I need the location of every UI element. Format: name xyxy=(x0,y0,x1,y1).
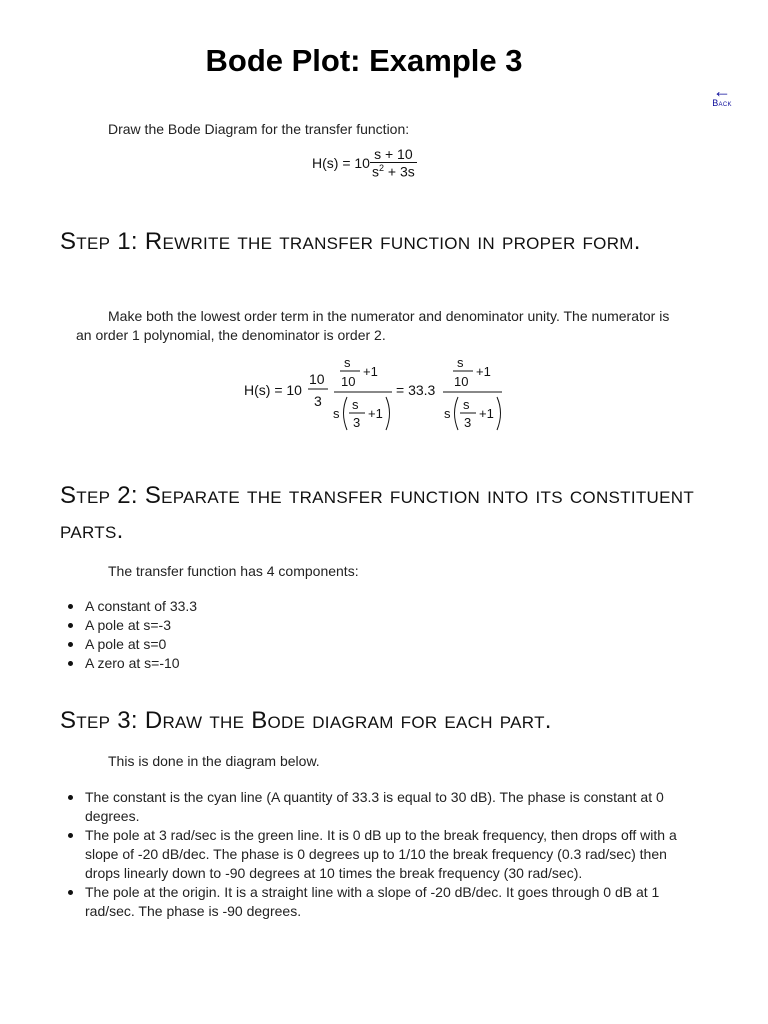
denominator-s: s xyxy=(371,163,379,180)
eq1-right-paren xyxy=(386,397,390,430)
step3-text: This is done in the diagram below. xyxy=(108,753,320,769)
list-item: The pole at 3 rad/sec is the green line. It is 0 dB up to the break frequency, then drops off with a slope of -20 dB/dec. The phase is 0 degrees up to 1/10 the break frequency (0.3 rad/sec) then drops linearly down to -90 degrees at 10 times the break frequency (30 rad/sec). xyxy=(85,826,685,883)
eq1-den-s: s xyxy=(333,406,340,421)
eq1-den-plus-one: +1 xyxy=(368,406,383,421)
eq2-num-ten: 10 xyxy=(454,374,469,389)
eq1-num-ten: 10 xyxy=(341,374,356,389)
list-item: The constant is the cyan line (A quantity of 33.3 is equal to 30 dB). The phase is constant at 0 degrees. xyxy=(85,788,685,826)
list-item: The pole at the origin. It is a straight line with a slope of -20 dB/dec. It goes through 0 dB at 1 rad/sec. The phase is -90 degrees. xyxy=(85,883,685,921)
eq2-den-s2: s xyxy=(463,397,470,412)
left-arrow-icon: ← xyxy=(713,81,731,101)
list-item: A pole at s=-3 xyxy=(85,616,685,635)
step2-heading: Step 2: Separate the transfer function into its constituent parts. xyxy=(60,482,695,544)
list-item: A pole at s=0 xyxy=(85,635,685,654)
eq2-num-plus-one: +1 xyxy=(476,364,491,379)
eq1-equals: = 33.3 xyxy=(396,382,436,398)
intro-equation xyxy=(312,146,417,180)
eq1-den-s2: s xyxy=(352,397,359,412)
eq2-left-paren xyxy=(455,397,459,430)
denominator-rest: + 3s xyxy=(383,163,415,180)
intro-text: Draw the Bode Diagram for the transfer function: xyxy=(108,121,410,137)
step3-list xyxy=(85,788,685,921)
intro-equation-numerator: s + 10 xyxy=(374,146,413,162)
step1-heading: Step 1: Rewrite the transfer function in proper form. xyxy=(60,228,641,255)
eq1-coef-num: 10 xyxy=(309,371,325,387)
eq2-den-s: s xyxy=(444,406,451,421)
intro-equation-denominator xyxy=(370,162,417,180)
eq1-num-plus-one: +1 xyxy=(363,364,378,379)
step3-heading: Step 3: Draw the Bode diagram for each part. xyxy=(60,707,552,734)
eq1-left-paren xyxy=(344,397,348,430)
intro-equation-lhs: H(s) = 10 xyxy=(312,154,370,171)
step2-text: The transfer function has 4 components: xyxy=(108,563,359,579)
denominator-exponent: 2 xyxy=(378,163,384,173)
back-link[interactable] xyxy=(704,81,740,108)
list-item: A constant of 33.3 xyxy=(85,597,685,616)
eq1-lhs: H(s) = 10 xyxy=(244,382,302,398)
list-item: A zero at s=-10 xyxy=(85,654,685,673)
intro-equation-fraction xyxy=(370,146,417,180)
step1-equation xyxy=(238,350,518,442)
eq2-right-paren xyxy=(497,397,501,430)
eq2-den-three: 3 xyxy=(464,415,472,430)
eq1-coef-den: 3 xyxy=(314,393,322,409)
step1-text: Make both the lowest order term in the numerator and denominator unity. The numerator is an order 1 polynomial, the denominator is order 2. xyxy=(76,308,670,343)
eq2-num-s: s xyxy=(457,355,464,370)
step2-list xyxy=(85,597,685,673)
eq2-den-plus-one: +1 xyxy=(479,406,494,421)
back-label: Back xyxy=(712,98,732,108)
eq1-num-s: s xyxy=(344,355,351,370)
page-title: Bode Plot: Example 3 xyxy=(205,43,523,78)
eq1-den-three: 3 xyxy=(353,415,361,430)
